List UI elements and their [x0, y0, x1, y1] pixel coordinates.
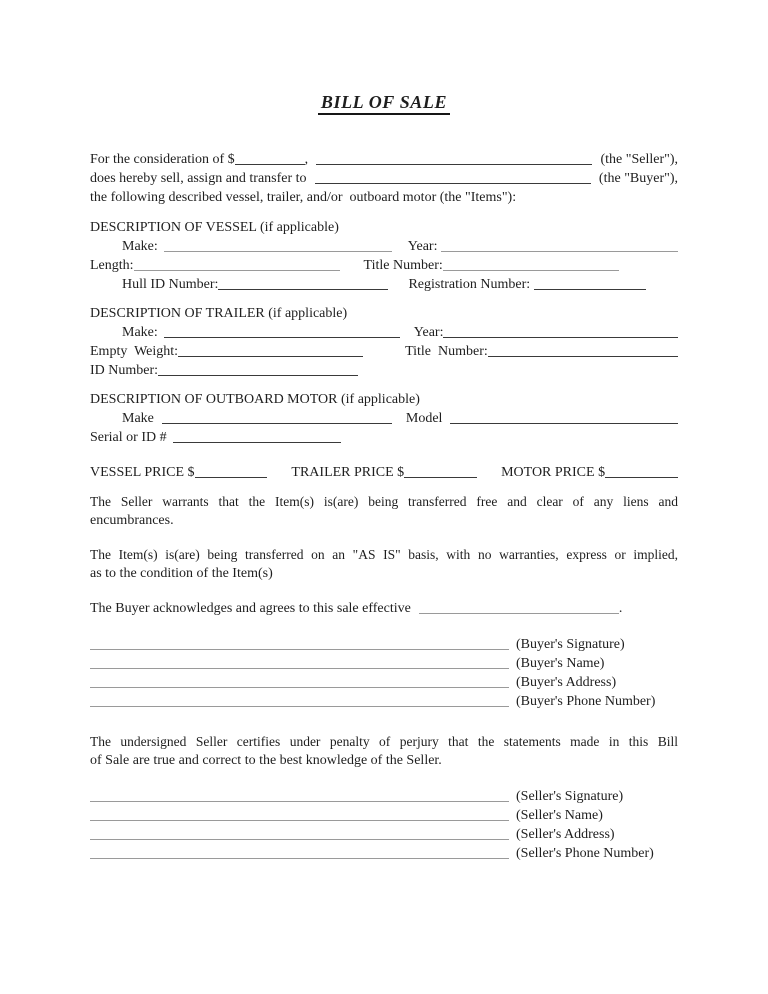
- buyer-address-label: (Buyer's Address): [516, 675, 617, 690]
- motor-model-blank[interactable]: [450, 423, 678, 424]
- trailer-weight-title-row: [90, 342, 678, 361]
- vessel-registration-blank[interactable]: [534, 289, 646, 290]
- seller-signature-block: [90, 787, 678, 863]
- vessel-make-label: Make:: [122, 239, 158, 254]
- seller-address-label: (Seller's Address): [516, 827, 615, 842]
- intro-transfer-text: does hereby sell, assign and transfer to: [90, 171, 307, 186]
- seller-address-line[interactable]: [90, 839, 509, 840]
- motor-price-label: MOTOR PRICE $: [501, 465, 606, 480]
- seller-tag-text: (the "Seller"),: [600, 152, 678, 167]
- seller-name-blank[interactable]: [316, 164, 592, 165]
- vessel-make-year-row: [90, 237, 678, 256]
- effective-date-row: [90, 599, 678, 618]
- trailer-id-number-label: ID Number:: [90, 363, 159, 378]
- effective-date-period: .: [618, 601, 623, 616]
- seller-name-line[interactable]: [90, 820, 509, 821]
- buyer-tag-text: (the "Buyer"),: [598, 171, 678, 186]
- title-row: [90, 91, 678, 116]
- document-content: [90, 0, 678, 863]
- buyer-name-line[interactable]: [90, 668, 509, 669]
- vessel-length-title-row: [90, 256, 678, 275]
- seller-phone-row: [90, 844, 678, 863]
- vessel-price-blank[interactable]: [195, 477, 268, 478]
- as-is-line-1: The Item(s) is(are) being transferred on an "AS IS" basis, with no warranties, express or implied,: [90, 547, 678, 562]
- trailer-price-blank[interactable]: [404, 477, 477, 478]
- effective-date-blank[interactable]: [419, 613, 619, 614]
- buyer-name-blank[interactable]: [315, 183, 591, 184]
- motor-serial-label: Serial or ID #: [90, 430, 167, 445]
- seller-address-row: [90, 825, 678, 844]
- buyer-name-label: (Buyer's Name): [516, 656, 605, 671]
- buyer-name-row: [90, 654, 678, 673]
- vessel-length-blank[interactable]: [134, 270, 340, 271]
- buyer-signature-label: (Buyer's Signature): [516, 637, 625, 652]
- trailer-empty-weight-blank[interactable]: [178, 356, 363, 357]
- motor-make-label: Make: [122, 411, 154, 426]
- vessel-hull-id-label: Hull ID Number:: [122, 277, 219, 292]
- trailer-year-blank[interactable]: [443, 337, 678, 338]
- seller-certification-paragraph: [90, 732, 678, 770]
- buyer-address-line[interactable]: [90, 687, 509, 688]
- buyer-signature-block: [90, 635, 678, 711]
- as-is-line-2: as to the condition of the Item(s): [90, 566, 273, 581]
- page-title: BILL OF SALE: [318, 92, 450, 115]
- vessel-title-number-label: Title Number:: [363, 258, 443, 273]
- price-row: [90, 463, 678, 482]
- vessel-section-heading: DESCRIPTION OF VESSEL (if applicable): [90, 220, 339, 235]
- trailer-year-label: Year:: [413, 325, 444, 340]
- vessel-title-number-blank[interactable]: [443, 270, 619, 271]
- seller-name-label: (Seller's Name): [516, 808, 603, 823]
- vessel-year-label: Year:: [407, 239, 438, 254]
- buyer-signature-line[interactable]: [90, 649, 509, 650]
- trailer-make-year-row: [90, 323, 678, 342]
- seller-signature-row: [90, 787, 678, 806]
- warranty-paragraph: [90, 492, 678, 530]
- intro-line-3: [90, 188, 678, 207]
- as-is-paragraph: [90, 545, 678, 583]
- seller-signature-line[interactable]: [90, 801, 509, 802]
- buyer-phone-line[interactable]: [90, 706, 509, 707]
- intro-line-2: [90, 169, 678, 188]
- intro-consideration-text: For the consideration of $: [90, 152, 235, 167]
- vessel-registration-label: Registration Number:: [408, 277, 531, 292]
- motor-serial-row: [90, 428, 678, 447]
- trailer-id-number-blank[interactable]: [158, 375, 358, 376]
- motor-section-heading: DESCRIPTION OF OUTBOARD MOTOR (if applicable): [90, 392, 420, 407]
- intro-comma: ,: [304, 152, 309, 167]
- trailer-price-label: TRAILER PRICE $: [291, 465, 405, 480]
- seller-phone-label: (Seller's Phone Number): [516, 846, 654, 861]
- trailer-make-blank[interactable]: [164, 337, 400, 338]
- trailer-make-label: Make:: [122, 325, 158, 340]
- trailer-id-row: [90, 361, 678, 380]
- seller-name-row: [90, 806, 678, 825]
- seller-cert-line-2: of Sale are true and correct to the best knowledge of the Seller.: [90, 753, 442, 768]
- buyer-signature-row: [90, 635, 678, 654]
- vessel-price-label: VESSEL PRICE $: [90, 465, 195, 480]
- warranty-line-1: The Seller warrants that the Item(s) is(are) being transferred free and clear of any liens and: [90, 494, 678, 509]
- vessel-make-blank[interactable]: [164, 251, 392, 252]
- intro-items-text: the following described vessel, trailer, and/or outboard motor (the "Items"):: [90, 190, 517, 205]
- vessel-hull-id-blank[interactable]: [218, 289, 388, 290]
- trailer-section-heading: DESCRIPTION OF TRAILER (if applicable): [90, 306, 348, 321]
- buyer-phone-label: (Buyer's Phone Number): [516, 694, 656, 709]
- motor-make-model-row: [90, 409, 678, 428]
- intro-line-1: [90, 150, 678, 169]
- seller-cert-line-1: The undersigned Seller certifies under penalty of perjury that the statements made in this Bill: [90, 734, 678, 749]
- effective-date-text: The Buyer acknowledges and agrees to this sale effective: [90, 601, 411, 616]
- trailer-title-number-label: Title Number:: [405, 344, 488, 359]
- motor-serial-blank[interactable]: [173, 442, 341, 443]
- vessel-hull-registration-row: [90, 275, 678, 294]
- trailer-empty-weight-label: Empty Weight:: [90, 344, 179, 359]
- buyer-address-row: [90, 673, 678, 692]
- motor-model-label: Model: [405, 411, 443, 426]
- intro-paragraph: [90, 150, 678, 207]
- warranty-line-2: encumbrances.: [90, 513, 174, 528]
- vessel-length-label: Length:: [90, 258, 134, 273]
- motor-price-blank[interactable]: [605, 477, 678, 478]
- motor-make-blank[interactable]: [162, 423, 392, 424]
- vessel-year-blank[interactable]: [441, 251, 678, 252]
- seller-signature-label: (Seller's Signature): [516, 789, 624, 804]
- seller-phone-line[interactable]: [90, 858, 509, 859]
- trailer-title-number-blank[interactable]: [488, 356, 678, 357]
- buyer-phone-row: [90, 692, 678, 711]
- consideration-amount-blank[interactable]: [235, 164, 305, 165]
